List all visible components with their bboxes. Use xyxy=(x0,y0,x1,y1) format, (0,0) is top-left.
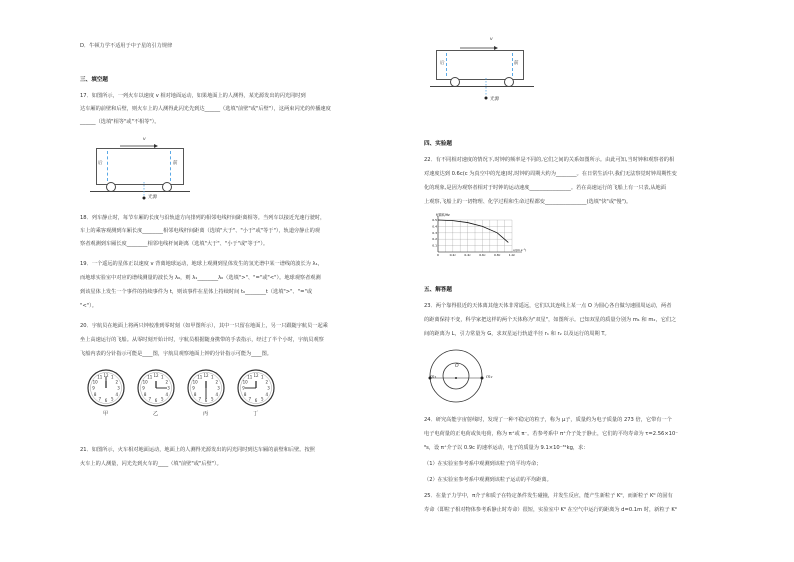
back-wall-dash xyxy=(107,151,108,181)
velocity-arrow-icon xyxy=(118,140,158,148)
q23-line3: 间的距离为 L，引力常量为 G，求双星运行轨道半径 r₁ 和 r₂ 以及运行的周期 T。 xyxy=(424,331,610,337)
svg-text:6: 6 xyxy=(254,398,258,403)
y-tick-label: 0.4 xyxy=(432,224,437,229)
clock-label: 丁 xyxy=(253,411,259,417)
svg-text:4: 4 xyxy=(115,391,119,397)
q24-line3: ⁸s，设 π⁺介子以 0.9c 的速率运动，电子的质量为 9.1×10⁻³¹kg，求： xyxy=(424,445,589,451)
q22-line4: 上观察,飞船上的一切物理、化学过程和生命过程都变________________(选填"快"或"慢")。 xyxy=(424,199,632,205)
q19-line3: 到该星体上发生一个事件的持续事件为 t，则该事件在星体上持续时间 t₀________t（选填">"、"="或 xyxy=(80,289,313,295)
svg-text:3: 3 xyxy=(167,385,170,391)
q17-line3: ______（选填"相等"或"不相等"）。 xyxy=(80,119,160,125)
fig17-v: v xyxy=(143,137,146,142)
svg-text:6: 6 xyxy=(104,398,108,403)
fig23-center: O xyxy=(455,364,459,369)
q23-line2: 的距离保持不变，科学家把这样的两个天体称为"双星"，如图所示。已知双星的质量分别为 m₁ 和 m₂，它们之 xyxy=(424,317,677,323)
y-tick-label: 0.3 xyxy=(432,230,437,235)
q19-line2: 而地球实验室中对应的谱线测量的波长为 λ₀，则 λ₁________λ₀（选填">"、"="或"<"）。地球观察者观测 xyxy=(80,275,321,281)
svg-text:9: 9 xyxy=(192,385,195,391)
clock-face-icon xyxy=(186,368,226,408)
svg-text:11: 11 xyxy=(197,374,203,380)
svg-text:8: 8 xyxy=(143,391,147,397)
clock-label: 甲 xyxy=(103,411,109,417)
x-tick-label: 1.0c xyxy=(508,253,516,257)
q22-line3: 化的现象,是因为观察者相对于时钟的运动速度________________。若在高速运行的飞船上有一只表,从地面 xyxy=(424,185,666,191)
svg-text:1: 1 xyxy=(260,374,264,380)
back-wall-dash xyxy=(446,53,447,76)
x-tick-label: 0.4c xyxy=(464,253,471,257)
q23-line1: 23．两个靠得很近的天体离其他天体非常遥远，它们以其连线上某一点 O 为圆心各自做匀速圆周运动，两者 xyxy=(424,303,672,309)
svg-text:2: 2 xyxy=(215,379,219,385)
svg-text:2: 2 xyxy=(265,379,269,385)
svg-text:9: 9 xyxy=(142,385,145,391)
q19-line4: "<"）。 xyxy=(80,303,97,309)
q20-line3: 飞船内表的分针指示可能是____图，宇航员观察地面上钟的分针指示可能为____图。 xyxy=(80,351,272,357)
svg-text:4: 4 xyxy=(165,391,169,397)
section-fill-blank: 三、填空题 xyxy=(80,77,108,83)
fig23-m1: m₁ xyxy=(430,375,437,380)
svg-text:1: 1 xyxy=(110,374,114,380)
fig21-light: 光源 xyxy=(490,97,500,102)
svg-text:10: 10 xyxy=(142,379,148,385)
q25-line1: 25．在量子力学中，π介子和质子在特定条件发生碰撞，并发生反应，能产生新粒子 K⁰，而新粒子 K⁰ 的固有 xyxy=(424,493,673,499)
svg-text:1: 1 xyxy=(210,374,214,380)
clock-label: 乙 xyxy=(153,411,159,417)
fig21-front: 前 xyxy=(514,61,519,66)
q19-line1: 19．一个遥远的星体正以速度 v 背离地球运动，地球上观测到星体发生的氢光谱中某一谱线的波长为 λ₁， xyxy=(80,261,323,267)
x-tick-label: 0 xyxy=(437,253,439,257)
fig21-back: 后 xyxy=(440,61,445,66)
q24-line1: 24．研究高能宇宙射线时，发现了一种不稳定的粒子，称为 μ子，质量约为电子质量的 273 倍，它带有一个 xyxy=(424,417,672,423)
q24-sub2: （2）在实验室参考系中观测到该粒子运动的平均距离。 xyxy=(424,477,552,483)
svg-text:11: 11 xyxy=(247,374,253,380)
q18-line3: 察者观测到车厢长度________相邻电线杆间距离（选填"大于"、"小于"或"等于"）。 xyxy=(80,241,269,247)
q22-line1: 22．有不同相对速度的情况下,时钟的频率是不同的,它们之间的关系如图所示。由此可知,当时钟和观察者的相 xyxy=(424,157,675,163)
q21-line2: 火车上的人测量，闪光先到火车的____（填"前壁"或"后壁"）。 xyxy=(80,461,222,467)
front-wall-dash xyxy=(512,53,513,76)
q17-line1: 17．如图所示，一列火车以速度 v 相对地面运动，如果地面上的人测得，某光源发出的闪光同时到 xyxy=(80,93,306,99)
svg-text:7: 7 xyxy=(98,396,102,402)
svg-text:9: 9 xyxy=(242,385,245,391)
section-solve: 五、解答题 xyxy=(424,287,452,293)
svg-text:12: 12 xyxy=(153,373,159,378)
frequency-velocity-graph xyxy=(424,212,544,258)
svg-text:2: 2 xyxy=(165,379,169,385)
x-tick-label: 0.8c xyxy=(493,253,501,257)
svg-text:12: 12 xyxy=(103,373,109,378)
svg-text:11: 11 xyxy=(147,374,153,380)
svg-text:2: 2 xyxy=(115,379,119,385)
svg-text:12: 12 xyxy=(253,373,259,378)
svg-text:9: 9 xyxy=(92,385,95,391)
clock-face-icon xyxy=(236,368,276,408)
svg-text:8: 8 xyxy=(243,391,247,397)
x-tick-label: 0.2c xyxy=(449,253,457,257)
svg-text:5: 5 xyxy=(160,396,164,402)
svg-text:10: 10 xyxy=(192,379,198,385)
fig21-v: v xyxy=(490,37,493,42)
svg-text:11: 11 xyxy=(97,374,103,380)
q24-sub1: （1）在实验室参考系中观测到该粒子的平均寿命； xyxy=(424,461,542,467)
svg-text:4: 4 xyxy=(215,391,219,397)
front-wall-dash xyxy=(170,151,171,181)
svg-text:6: 6 xyxy=(154,398,158,403)
q25-line2: 寿命（即粒子相对物体参考系静止时寿命）很短，实验室中 K⁰ 在空气中运行的距离为 d=0.1m 时，新粒子 K⁰ xyxy=(424,507,677,513)
svg-text:5: 5 xyxy=(260,396,264,402)
svg-text:3: 3 xyxy=(117,385,120,391)
clock-face-icon xyxy=(86,368,126,408)
svg-text:5: 5 xyxy=(110,396,114,402)
svg-text:4: 4 xyxy=(265,391,269,397)
y-tick-label: 0.5 xyxy=(432,218,437,222)
q22-line2: 对速度达到 0.6c(c 为真空中的光速)时,时钟的周期大约为________。在日常生活中,我们无法察觉时钟周期性变 xyxy=(424,171,677,177)
svg-text:5: 5 xyxy=(210,396,214,402)
q18-line2: 车上的乘客观测到车厢长度________相邻电线杆间距离（选填"大于"、"小于"或"等于"），轨道旁静止的观 xyxy=(80,228,320,234)
fig17-back: 后 xyxy=(98,161,103,166)
svg-text:3: 3 xyxy=(267,385,270,391)
clock-face-icon xyxy=(136,368,176,408)
svg-text:3: 3 xyxy=(217,385,220,391)
svg-text:1: 1 xyxy=(160,374,164,380)
q20-line2: 坐上高速运行的飞船。从零时刻开始计时，宇航员根据随身携带的手表指示，经过了半个小时，宇航员观察 xyxy=(80,337,324,343)
svg-text:7: 7 xyxy=(248,396,252,402)
svg-text:6: 6 xyxy=(204,398,208,403)
q24-line2: 电子电荷量的正电荷或负电荷，称为 π⁺或 π⁻。若参考系中 π⁺介子处于静止，它们的平均寿命为 τ=2.56×10⁻ xyxy=(424,431,679,437)
svg-text:7: 7 xyxy=(148,396,152,402)
x-tick-label: 0.6c xyxy=(479,253,486,257)
frequency-curve xyxy=(438,220,508,242)
clock-label: 丙 xyxy=(203,411,209,417)
fig17-front: 前 xyxy=(173,161,178,166)
svg-text:8: 8 xyxy=(93,391,97,397)
fig17-light: 光源 xyxy=(148,195,158,200)
q17-line2: 达车厢的前壁和后壁，则火车上的人测得此闪光先到达______（选填"前壁"或"后壁"），这两束闪光的传播速度 xyxy=(80,106,331,112)
y-axis-label: f/频率/Hz xyxy=(436,213,450,217)
option-d: D．牛顿力学不适用于中子星的引力规律 xyxy=(80,43,173,49)
x-axis-label: v/(m·s⁻¹) xyxy=(513,248,527,252)
q21-line1: 21．如图所示，火车相对地面运动，地面上的人测得光源发出的闪光同时到达车厢的前壁和后壁。按照 xyxy=(80,447,315,453)
svg-text:10: 10 xyxy=(242,379,248,385)
svg-text:7: 7 xyxy=(198,396,202,402)
fig23-m2: m₂ xyxy=(486,375,493,380)
section-experiment: 四、实验题 xyxy=(424,141,452,147)
q20-line1: 20．宇航员在地面上将两只钟校准到零时刻（如甲图所示），其中一只留在地面上，另一只跟随宇航员一起乘 xyxy=(80,323,328,329)
y-tick-label: 0.2 xyxy=(432,237,437,242)
svg-text:12: 12 xyxy=(203,373,209,378)
svg-text:10: 10 xyxy=(92,379,98,385)
svg-text:8: 8 xyxy=(193,391,197,397)
q18-line1: 18．列车静止时，每节车厢的长度与沿轨道方向排列的相邻电线杆间距离相等。当列车以接近光速行驶时， xyxy=(80,215,326,221)
y-tick-label: 0.1 xyxy=(432,243,437,248)
